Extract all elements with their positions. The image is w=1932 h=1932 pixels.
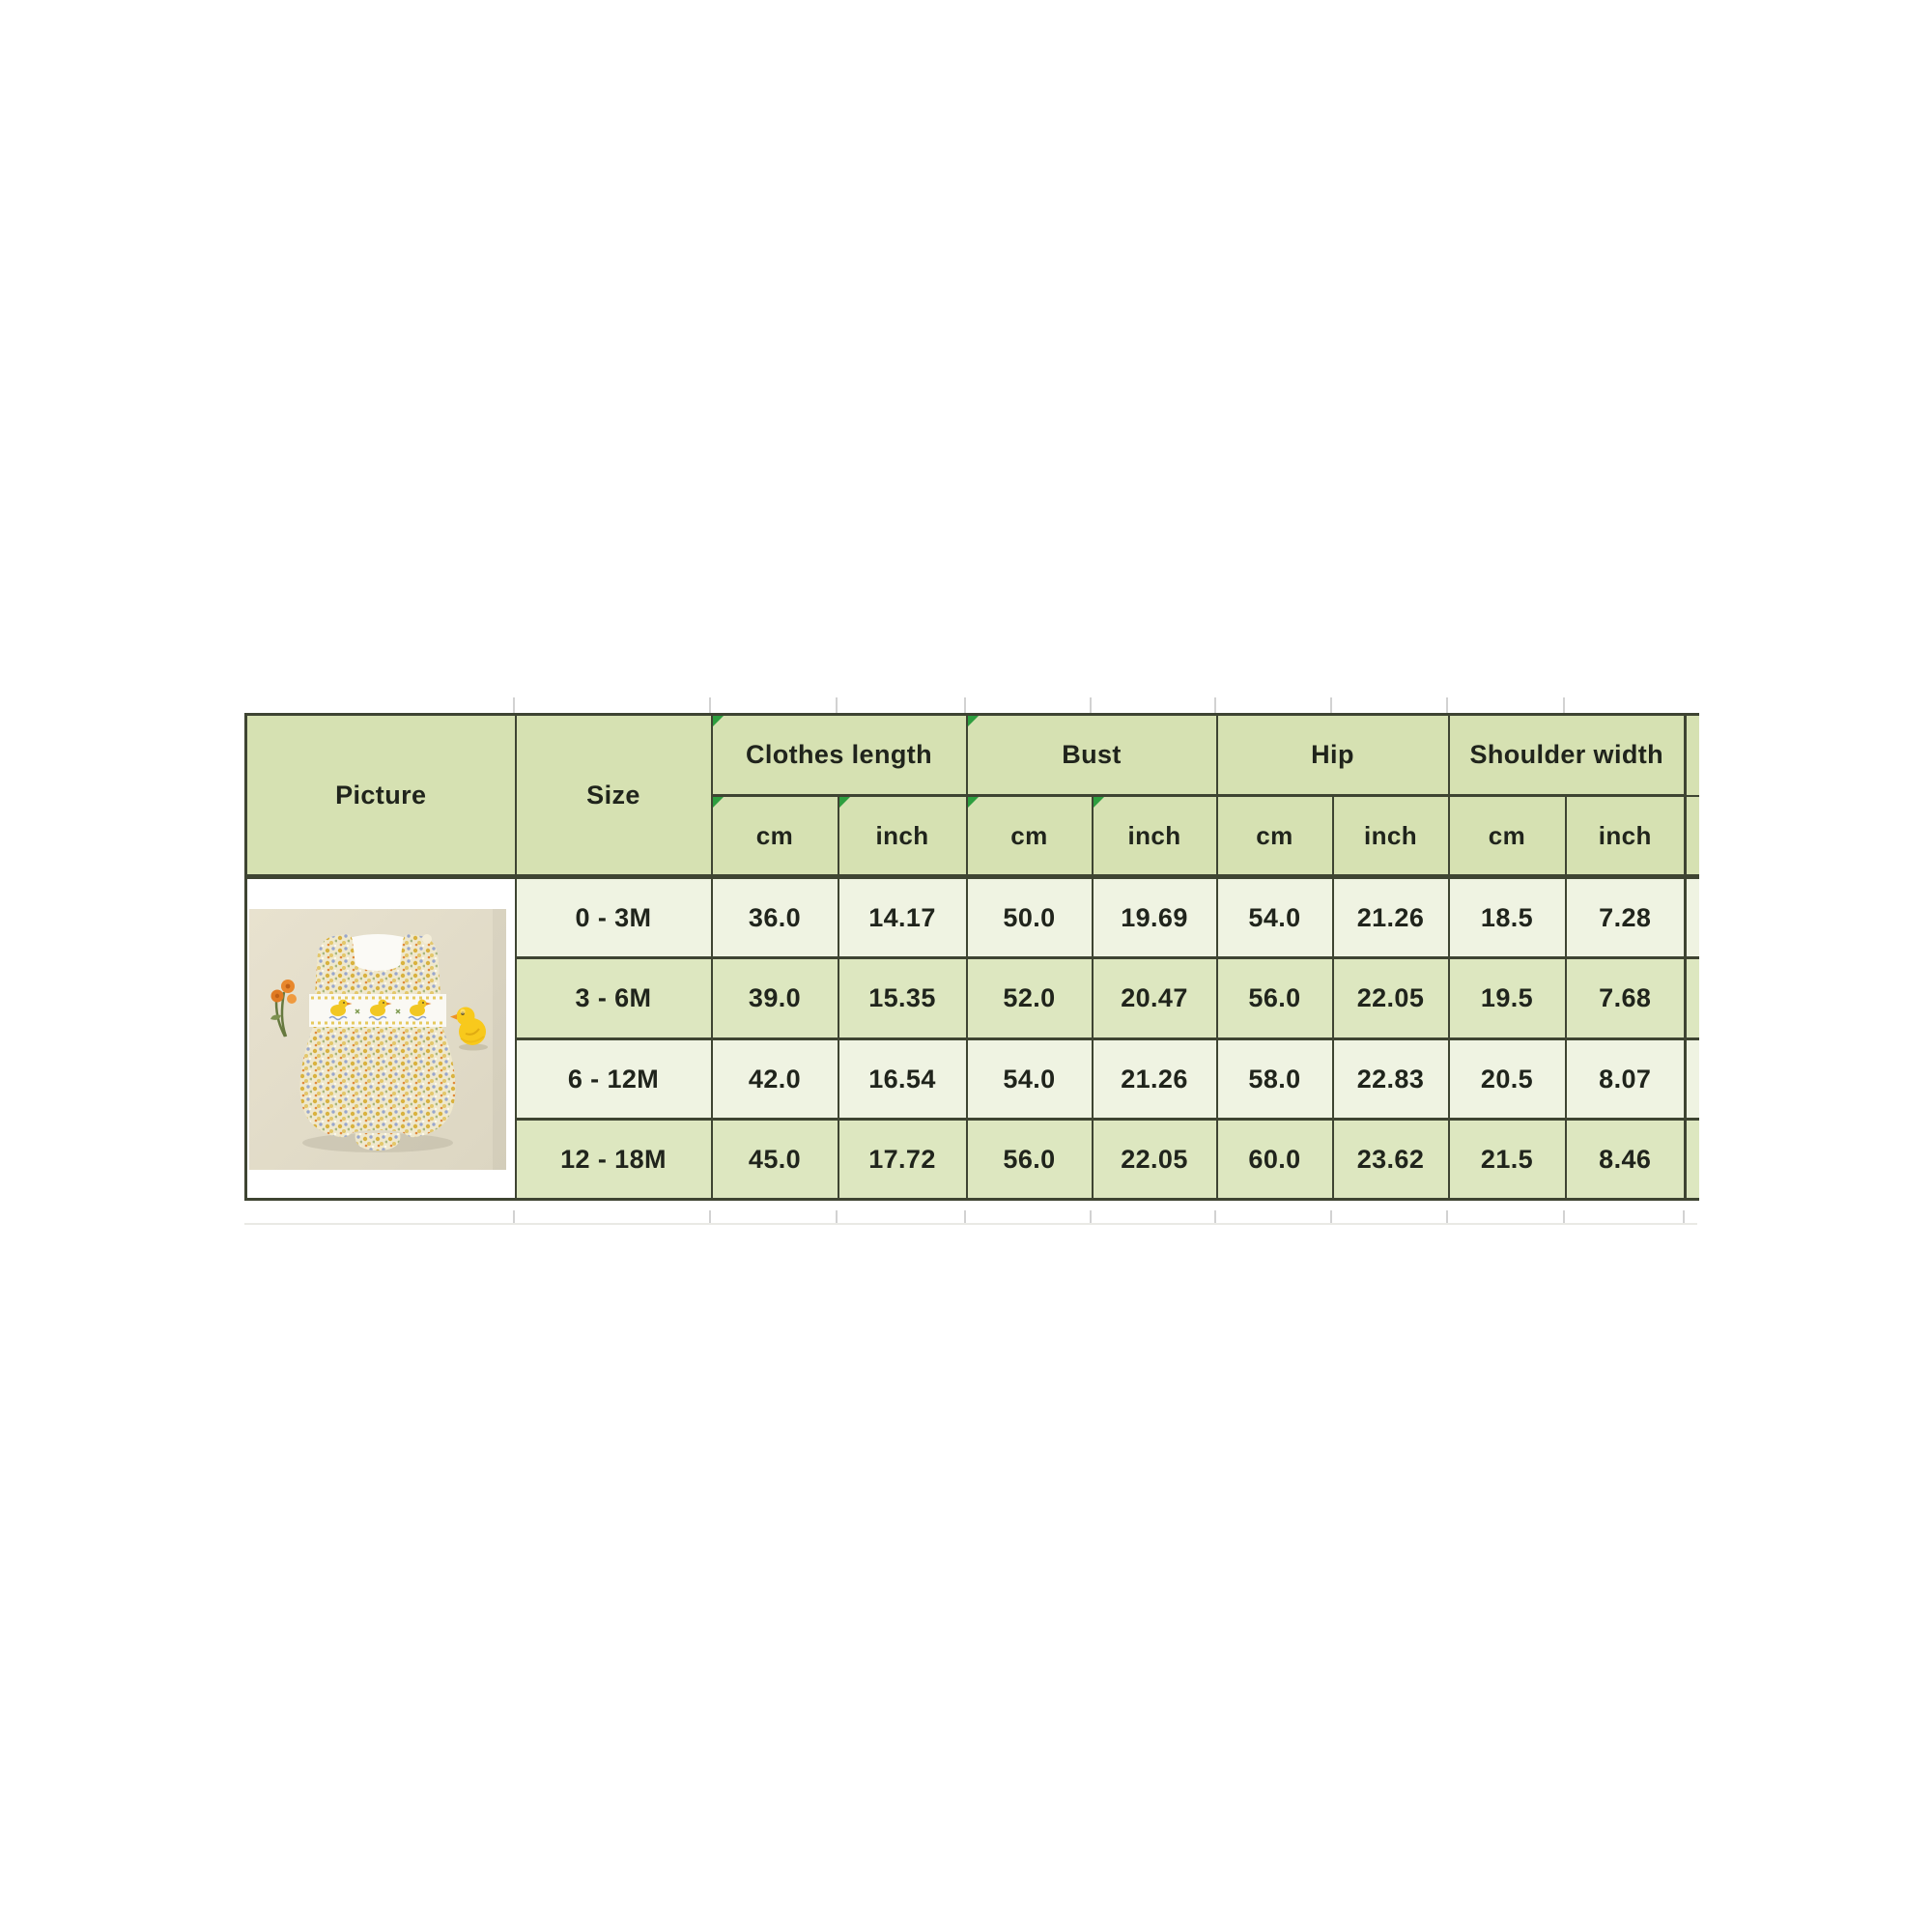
group-header-label: Hip bbox=[1311, 740, 1354, 769]
value-cell: 60.0 bbox=[1217, 1120, 1333, 1200]
gridline-stub bbox=[1090, 697, 1092, 713]
unit-cell-inch bbox=[1566, 796, 1686, 877]
cropped-next-column bbox=[1686, 1120, 1699, 1200]
gridline-stub bbox=[1214, 697, 1216, 713]
value-cell: 7.28 bbox=[1566, 877, 1686, 958]
value-cell: 50.0 bbox=[967, 877, 1093, 958]
unit-cell-cm bbox=[1217, 796, 1333, 877]
gridline-stub bbox=[1446, 697, 1448, 713]
value-cell: 56.0 bbox=[1217, 958, 1333, 1039]
group-header-bust bbox=[967, 715, 1217, 796]
value-cell: 16.54 bbox=[838, 1039, 967, 1120]
unit-label: inch bbox=[875, 820, 929, 850]
cropped-next-column bbox=[1686, 715, 1699, 796]
value-cell: 58.0 bbox=[1217, 1039, 1333, 1120]
value-cell: 54.0 bbox=[1217, 877, 1333, 958]
group-header-label: Shoulder width bbox=[1469, 740, 1664, 769]
size-chart-table bbox=[244, 713, 1699, 1201]
unit-cell-cm bbox=[712, 796, 838, 877]
unit-label: inch bbox=[1127, 820, 1181, 850]
value-cell: 15.35 bbox=[838, 958, 967, 1039]
gridline-stub bbox=[709, 697, 711, 713]
value-cell: 20.5 bbox=[1449, 1039, 1566, 1120]
gridline-stub bbox=[836, 697, 838, 713]
cell-corner-marker-icon bbox=[839, 797, 850, 808]
cropped-next-column bbox=[1686, 877, 1699, 958]
value-cell: 52.0 bbox=[967, 958, 1093, 1039]
gridline-stub bbox=[1214, 1210, 1216, 1224]
value-cell: 8.07 bbox=[1566, 1039, 1686, 1120]
cell-corner-marker-icon bbox=[713, 716, 724, 726]
unit-label: inch bbox=[1363, 820, 1418, 850]
gridline-stub bbox=[709, 1210, 711, 1224]
product-photo bbox=[249, 909, 506, 1170]
value-cell: 21.26 bbox=[1333, 877, 1449, 958]
cell-corner-marker-icon bbox=[713, 797, 724, 808]
value-cell: 45.0 bbox=[712, 1120, 838, 1200]
header-group-row bbox=[246, 715, 1699, 796]
product-photo-cell bbox=[246, 877, 516, 1200]
gridline-stub bbox=[1330, 697, 1332, 713]
value-cell: 7.68 bbox=[1566, 958, 1686, 1039]
value-cell: 21.26 bbox=[1093, 1039, 1217, 1120]
cropped-next-column bbox=[1686, 1039, 1699, 1120]
value-cell: 54.0 bbox=[967, 1039, 1093, 1120]
gridline-stub bbox=[1683, 1210, 1685, 1224]
gridline-stub bbox=[1446, 1210, 1448, 1224]
table-row-0-3m bbox=[246, 877, 1699, 958]
gridline-stub bbox=[964, 697, 966, 713]
unit-cell-inch bbox=[1333, 796, 1449, 877]
gridline-stub bbox=[836, 1210, 838, 1224]
value-cell: 42.0 bbox=[712, 1039, 838, 1120]
size-cell: 12 - 18M bbox=[516, 1120, 712, 1200]
unit-cell-inch bbox=[838, 796, 967, 877]
value-cell: 56.0 bbox=[967, 1120, 1093, 1200]
unit-label: cm bbox=[755, 820, 794, 850]
cell-corner-marker-icon bbox=[968, 797, 979, 808]
header-picture: Picture bbox=[246, 715, 516, 877]
baby-romper-illustration bbox=[300, 934, 456, 1151]
cell-corner-marker-icon bbox=[1094, 797, 1104, 808]
smocked-band bbox=[309, 994, 446, 1027]
unit-label: cm bbox=[1256, 820, 1293, 850]
value-cell: 39.0 bbox=[712, 958, 838, 1039]
value-cell: 8.46 bbox=[1566, 1120, 1686, 1200]
value-cell: 23.62 bbox=[1333, 1120, 1449, 1200]
group-header-clothes-length bbox=[712, 715, 967, 796]
gridline-stub bbox=[1090, 1210, 1092, 1224]
group-header-hip bbox=[1217, 715, 1449, 796]
gridline-stub bbox=[964, 1210, 966, 1224]
gridline-stub bbox=[513, 697, 515, 713]
cropped-next-column bbox=[1686, 958, 1699, 1039]
unit-label: cm bbox=[1488, 820, 1526, 850]
value-cell: 21.5 bbox=[1449, 1120, 1566, 1200]
unit-cell-cm bbox=[967, 796, 1093, 877]
size-cell: 6 - 12M bbox=[516, 1039, 712, 1120]
unit-cell-cm bbox=[1449, 796, 1566, 877]
cropped-next-column bbox=[1686, 796, 1699, 877]
cell-corner-marker-icon bbox=[968, 716, 979, 726]
value-cell: 20.47 bbox=[1093, 958, 1217, 1039]
value-cell: 19.69 bbox=[1093, 877, 1217, 958]
value-cell: 22.05 bbox=[1093, 1120, 1217, 1200]
gridline-stub bbox=[1330, 1210, 1332, 1224]
value-cell: 22.83 bbox=[1333, 1039, 1449, 1120]
unit-cell-inch bbox=[1093, 796, 1217, 877]
size-cell: 0 - 3M bbox=[516, 877, 712, 958]
group-header-label: Bust bbox=[1062, 740, 1122, 769]
gridline-stub bbox=[513, 1210, 515, 1224]
gridline-stub bbox=[1563, 1210, 1565, 1224]
unit-label: inch bbox=[1598, 820, 1652, 850]
group-header-shoulder-width bbox=[1449, 715, 1686, 796]
value-cell: 18.5 bbox=[1449, 877, 1566, 958]
size-cell: 3 - 6M bbox=[516, 958, 712, 1039]
value-cell: 14.17 bbox=[838, 877, 967, 958]
shoulder-bow-icon bbox=[422, 934, 432, 944]
value-cell: 19.5 bbox=[1449, 958, 1566, 1039]
gridline-stub bbox=[1563, 697, 1565, 713]
value-cell: 22.05 bbox=[1333, 958, 1449, 1039]
gridline-shadow bbox=[244, 1223, 1697, 1225]
value-cell: 17.72 bbox=[838, 1120, 967, 1200]
value-cell: 36.0 bbox=[712, 877, 838, 958]
group-header-label: Clothes length bbox=[745, 740, 933, 769]
header-size: Size bbox=[516, 715, 712, 877]
unit-label: cm bbox=[1010, 820, 1048, 850]
